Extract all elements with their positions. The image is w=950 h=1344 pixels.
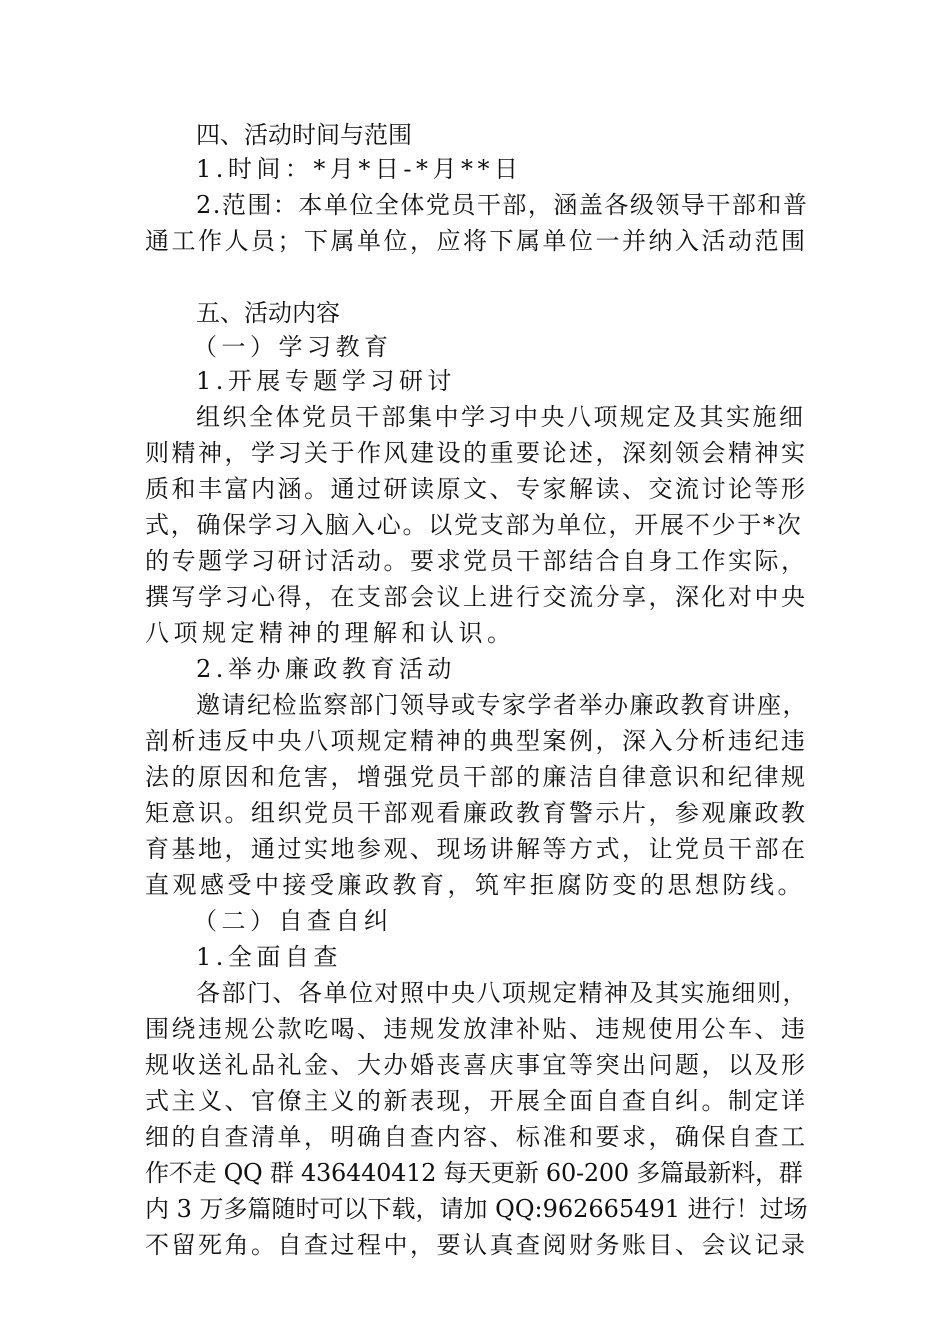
paragraph-line: 式，确保学习入脑入心。以党支部为单位，开展不少于*次 — [145, 511, 803, 539]
paragraph-line: 围绕违规公款吃喝、违规发放津补贴、违规使用公车、违 — [145, 1015, 808, 1043]
paragraph-line: 邀请纪检监察部门领导或专家学者举办廉政教育讲座， — [196, 691, 808, 719]
paragraph-line: 法的原因和危害，增强党员干部的廉洁自律意识和纪律规 — [145, 763, 808, 791]
section-heading-5: 五、活动内容 — [196, 299, 340, 327]
subsection-heading: （二）自查自纠 — [193, 907, 393, 935]
paragraph-line: 直观感受中接受廉政教育，筑牢拒腐防变的思想防线。 — [145, 871, 805, 899]
paragraph-line: 不留死角。自查过程中，要认真查阅财务账目、会议记录 — [145, 1231, 808, 1259]
item-heading: 1.全面自查 — [196, 943, 342, 971]
paragraph-line: 各部门、各单位对照中央八项规定精神及其实施细则， — [196, 979, 808, 1007]
paragraph-line: 的专题学习研讨活动。要求党员干部结合自身工作实际， — [145, 547, 808, 575]
subsection-heading: （一）学习教育 — [193, 333, 393, 361]
paragraph-line: 细的自查清单，明确自查内容、标准和要求，确保自查工 — [145, 1123, 808, 1151]
paragraph-line: 内 3 万多篇随时可以下载，请加 QQ:962665491 进行！过场 — [145, 1195, 808, 1223]
item-heading: 2.举办廉政教育活动 — [196, 655, 456, 683]
paragraph-line: 2.范围：本单位全体党员干部，涵盖各级领导干部和普 — [196, 191, 809, 219]
paragraph-line: 撰写学习心得，在支部会议上进行交流分享，深化对中央 — [145, 583, 808, 611]
paragraph-line: 规收送礼品礼金、大办婚丧喜庆事宜等突出问题，以及形 — [145, 1051, 808, 1079]
section-heading-4: 四、活动时间与范围 — [196, 121, 412, 149]
paragraph-line: 通工作人员；下属单位，应将下属单位一并纳入活动范围 — [145, 227, 808, 255]
paragraph-line: 质和丰富内涵。通过研读原文、专家解读、交流讨论等形 — [145, 475, 808, 503]
paragraph-line: 矩意识。组织党员干部观看廉政教育警示片，参观廉政教 — [145, 799, 808, 827]
paragraph-line: 式主义、官僚主义的新表现，开展全面自查自纠。制定详 — [145, 1087, 808, 1115]
paragraph-line: 剖析违反中央八项规定精神的典型案例，深入分析违纪违 — [145, 727, 808, 755]
paragraph-line: 组织全体党员干部集中学习中央八项规定及其实施细 — [196, 403, 806, 431]
paragraph-line: 育基地，通过实地参观、现场讲解等方式，让党员干部在 — [145, 835, 808, 863]
time-line: 1.时间：*月*日-*月**日 — [196, 155, 523, 183]
paragraph-line: 则精神，学习关于作风建设的重要论述，深刻领会精神实 — [145, 439, 808, 467]
paragraph-line: 作不走 QQ 群 436440412 每天更新 60-200 多篇最新料，群 — [145, 1159, 803, 1187]
paragraph-line: 八项规定精神的理解和认识。 — [145, 619, 516, 647]
item-heading: 1.开展专题学习研讨 — [196, 367, 456, 395]
